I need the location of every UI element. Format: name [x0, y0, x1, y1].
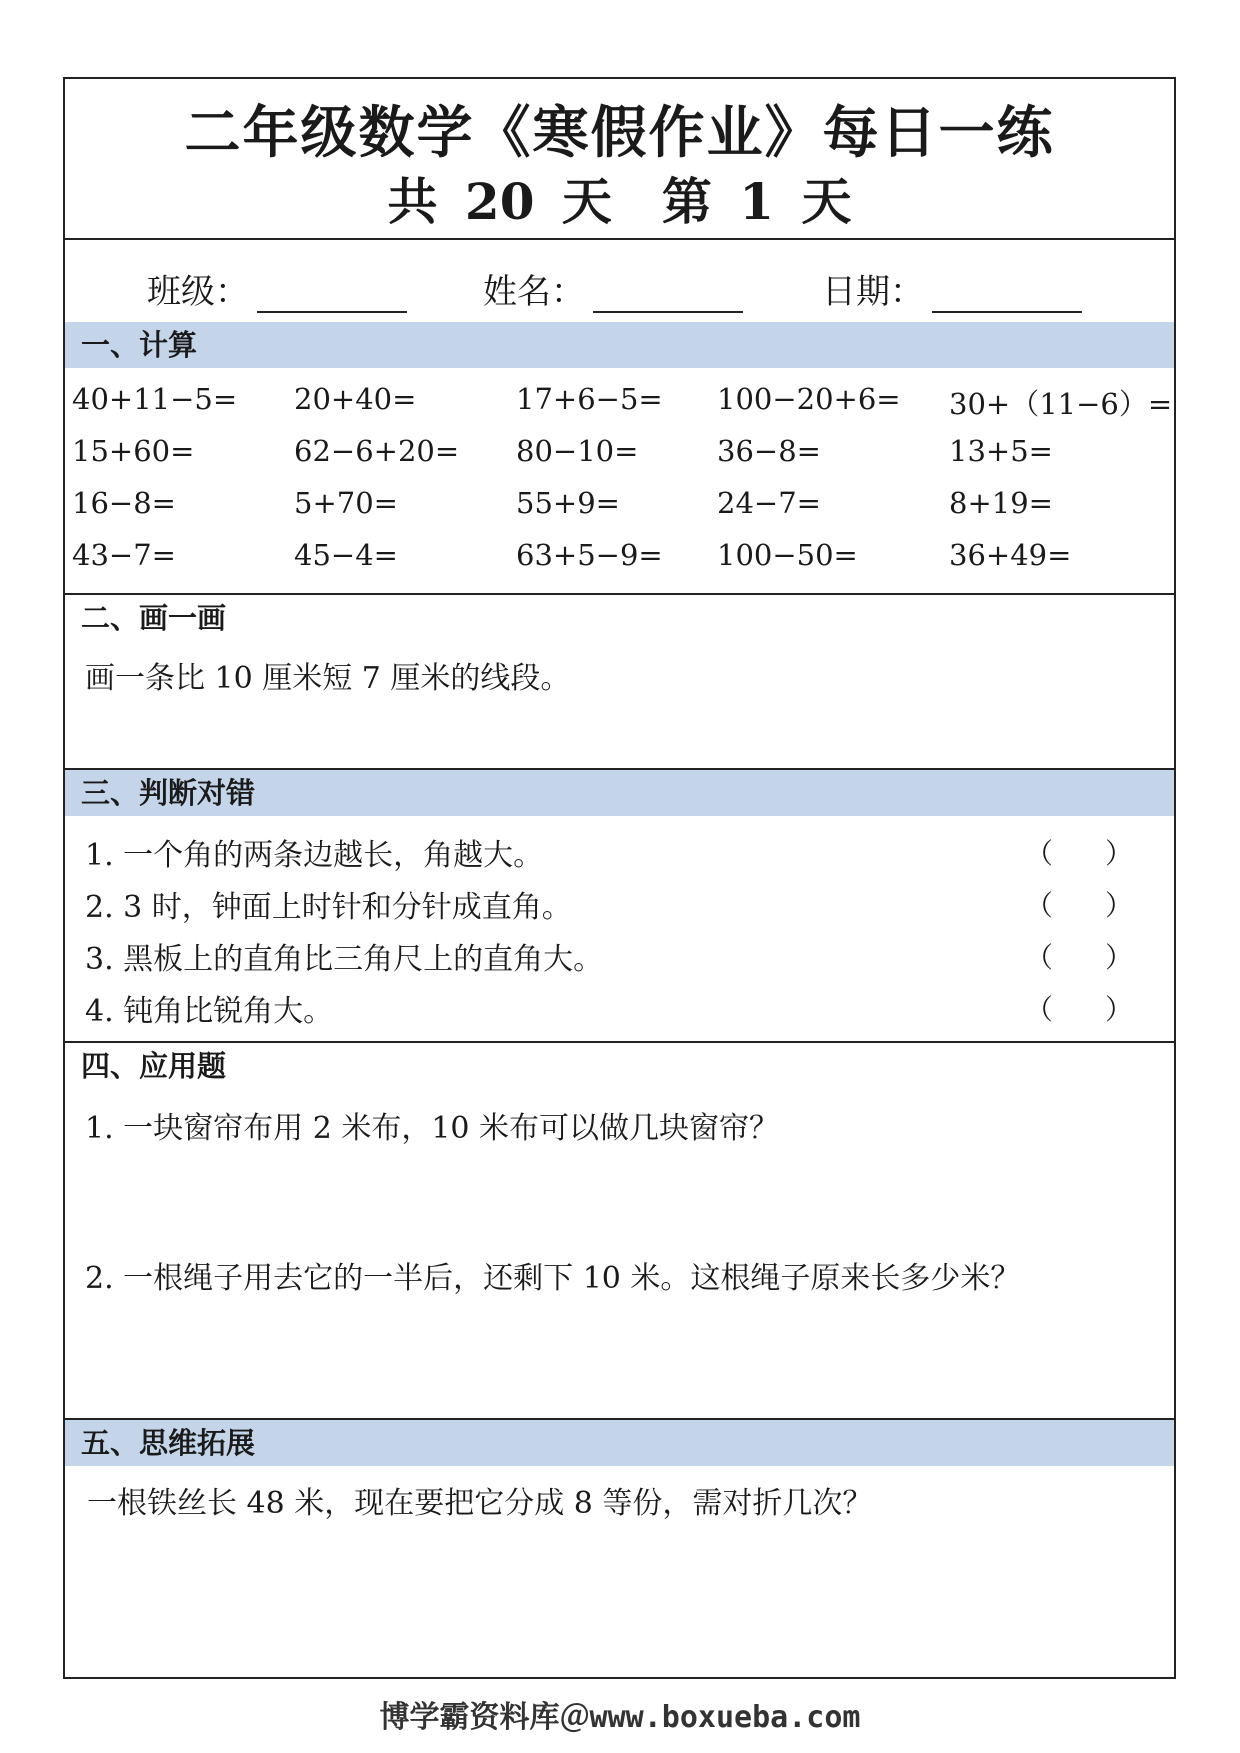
answer-paren-open[interactable]: （: [1025, 837, 1054, 870]
answer-paren-open[interactable]: （: [1025, 889, 1054, 922]
judgement-item: 2. 3 时，钟面上时针和分针成直角。: [85, 890, 572, 925]
name-field[interactable]: [483, 264, 743, 313]
word-problem: 2. 一根绳子用去它的一半后，还剩下 10 米。这根绳子原来长多少米？: [85, 1261, 1021, 1296]
answer-paren-close[interactable]: ）: [1105, 889, 1134, 922]
calc-problem: 100−20+6=: [717, 382, 901, 416]
judgement-item: 3. 黑板上的直角比三角尺上的直角大。: [85, 942, 604, 977]
answer-paren-close[interactable]: ）: [1105, 993, 1134, 1026]
section-title: 三、判断对错: [65, 770, 1174, 816]
judgement-item: 1. 一个角的两条边越长，角越大。: [85, 838, 544, 873]
calc-problem: 15+60=: [72, 434, 195, 468]
calc-problem: 17+6−5=: [516, 382, 663, 416]
name-blank[interactable]: [593, 277, 743, 313]
judgement-item: 4. 钝角比锐角大。: [85, 994, 334, 1029]
student-info-row: [65, 238, 1174, 324]
calc-problem: 13+5=: [949, 434, 1053, 468]
answer-paren-close[interactable]: ）: [1105, 941, 1134, 974]
worksheet: [63, 77, 1176, 1679]
date-blank[interactable]: [932, 277, 1082, 313]
calc-problem: 8+19=: [949, 486, 1053, 520]
footer-watermark: 博学霸资料库＠www.boxueba.com: [379, 1700, 861, 1735]
section-title: 五、思维拓展: [65, 1420, 1174, 1466]
section-title: 四、应用题: [81, 1049, 227, 1083]
answer-paren-open[interactable]: （: [1025, 941, 1054, 974]
section-calculation: [65, 322, 1174, 595]
calc-problem: 36−8=: [717, 434, 821, 468]
calc-problem: 80−10=: [516, 434, 639, 468]
calc-problem: 55+9=: [516, 486, 620, 520]
answer-paren-open[interactable]: （: [1025, 993, 1054, 1026]
date-field[interactable]: [822, 264, 1082, 313]
calc-problem: 16−8=: [72, 486, 176, 520]
section-title: 一、计算: [65, 322, 1174, 368]
calc-problem: 30+（11−6）=: [949, 387, 1173, 421]
question-text: 一根铁丝长 48 米，现在要把它分成 8 等份，需对折几次？: [87, 1486, 873, 1521]
name-label: 姓名：: [483, 272, 585, 312]
calc-problem: 5+70=: [294, 486, 398, 520]
page-title: 二年级数学《寒假作业》每日一练: [184, 100, 1055, 166]
word-problem: 1. 一块窗帘布用 2 米布，10 米布可以做几块窗帘？: [85, 1111, 780, 1146]
question-text: 画一条比 10 厘米短 7 厘米的线段。: [85, 661, 571, 696]
section-drawing: [65, 595, 1174, 770]
calc-problem: 63+5−9=: [516, 538, 663, 572]
class-label: 班级：: [147, 272, 249, 312]
answer-paren-close[interactable]: ）: [1105, 837, 1134, 870]
date-label: 日期：: [822, 272, 924, 312]
section-thinking: [65, 1420, 1174, 1679]
section-true-false: [65, 770, 1174, 1043]
section-word-problems: [65, 1043, 1174, 1420]
class-field[interactable]: [147, 264, 407, 313]
page-subtitle: 共 20 天 第 1 天: [387, 172, 852, 231]
class-blank[interactable]: [257, 277, 407, 313]
calc-problem: 62−6+20=: [294, 434, 460, 468]
calc-problem: 100−50=: [717, 538, 858, 572]
title-box: [65, 79, 1174, 240]
calc-problem: 40+11−5=: [72, 382, 238, 416]
calc-problem: 24−7=: [717, 486, 821, 520]
calc-problem: 45−4=: [294, 538, 398, 572]
section-title: 二、画一画: [81, 601, 227, 635]
calc-problem: 43−7=: [72, 538, 176, 572]
calc-problem: 20+40=: [294, 382, 417, 416]
calc-problem: 36+49=: [949, 538, 1072, 572]
